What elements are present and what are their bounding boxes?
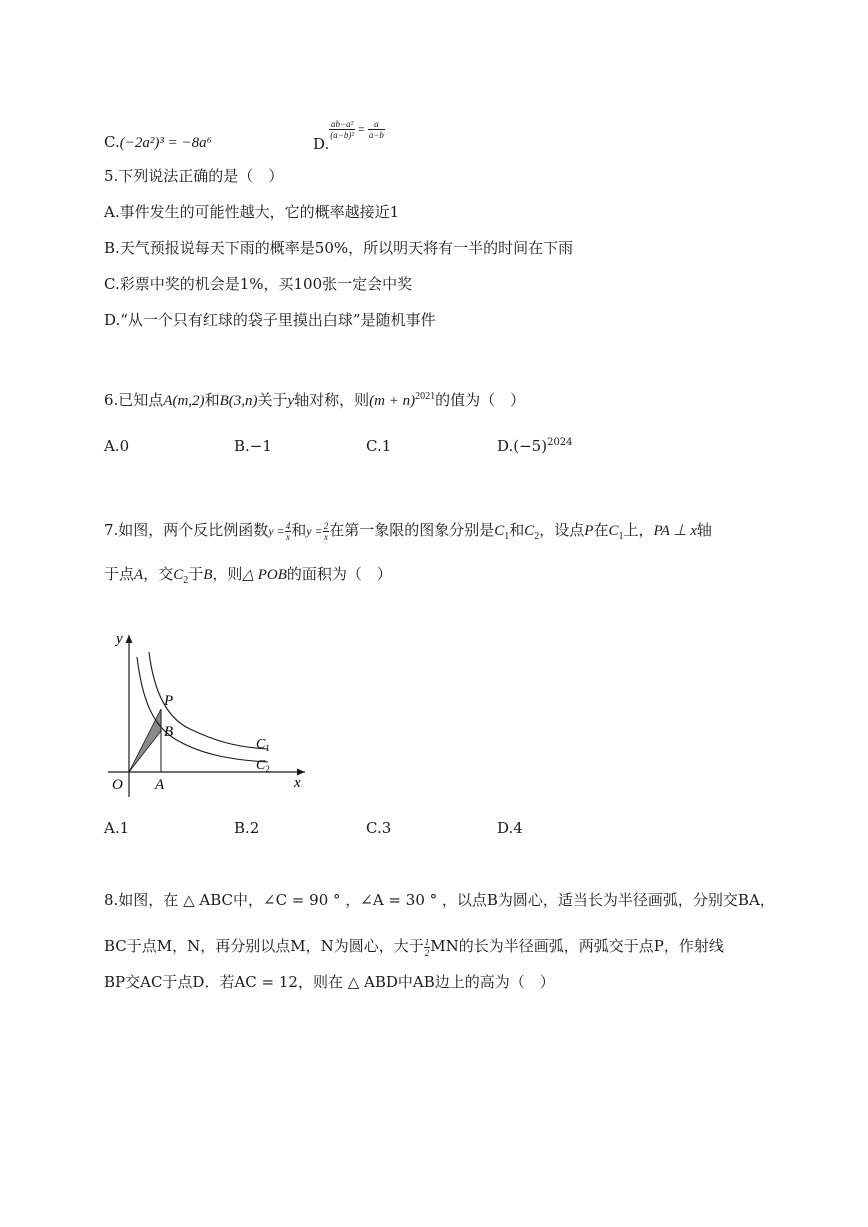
q7-f2-lhs: y = bbox=[306, 524, 323, 538]
q4-option-d-lhs-fraction bbox=[329, 119, 355, 140]
q6-option-d-base: D.(−5) bbox=[497, 437, 548, 455]
q6-point-a: A(m,2) bbox=[163, 393, 205, 409]
q7-stem1-tail: 上， bbox=[623, 521, 654, 539]
q7-and: 和 bbox=[291, 521, 307, 539]
q7-axis-word: 轴 bbox=[696, 521, 712, 539]
q7-c1b-sub: 1 bbox=[618, 531, 624, 542]
label-p: P bbox=[164, 693, 174, 709]
label-a: A bbox=[155, 777, 165, 793]
q4-option-d-denominator: (a−b)² bbox=[330, 129, 355, 140]
q5-option-c: C.彩票中奖的机会是1%，买100张一定会中奖 bbox=[104, 275, 413, 293]
q7-stem2-tail: 的面积为（ ） bbox=[286, 565, 392, 583]
q7-c1b: C bbox=[608, 523, 619, 539]
q4-option-c-expr: (−2a²)³ = −8a⁶ bbox=[119, 135, 212, 151]
q6-expr: (m + n) bbox=[369, 393, 416, 409]
q5-option-b: B.天气预报说每天下雨的概率是50%，所以明天将有一半的时间在下雨 bbox=[104, 239, 574, 257]
q7-option-c: C.3 bbox=[366, 819, 392, 837]
q5-option-d: D.“从一个只有红球的袋子里摸出白球”是随机事件 bbox=[104, 311, 436, 329]
q7-stem1-mid: 在第一象限的图象分别是 bbox=[329, 521, 495, 539]
q4-option-d: D. $\frac{\text{ab−a²}}{\text{(a−b)²}}$ = $\frac{a}{a-b}$ bbox=[313, 118, 384, 153]
label-c1: $C_1$ bbox=[256, 737, 270, 753]
q6-point-b: B(3,n) bbox=[219, 393, 258, 409]
q6-stem bbox=[104, 390, 525, 411]
q7-stem1-mid2: ，设点 bbox=[539, 521, 585, 539]
q8-line2-post: MN的长为半径画弧，两弧交于点P，作射线 bbox=[430, 937, 724, 955]
q7-stem2-mid: ，交 bbox=[143, 565, 174, 583]
q7-stem2-pre: 于点 bbox=[104, 565, 135, 583]
q7-p: P bbox=[584, 523, 594, 539]
q7-c2b: C bbox=[173, 567, 184, 583]
q7-triangle: △ POB bbox=[242, 567, 287, 583]
q7-pa: PA ⊥ x bbox=[653, 523, 697, 539]
q7-and2: 和 bbox=[509, 521, 525, 539]
q4-option-d-rhs-numerator: a bbox=[368, 119, 385, 130]
q8-line3: BP交AC于点D．若AC = 12，则在 △ ABD中AB边上的高为（ ） bbox=[104, 973, 555, 991]
q5-option-a: A.事件发生的可能性越大，它的概率越接近1 bbox=[104, 203, 400, 221]
triangle-pob bbox=[129, 709, 161, 772]
q7-stem-line1 bbox=[104, 520, 712, 542]
q8-half-denominator: 2 bbox=[424, 947, 430, 958]
q7-option-d: D.4 bbox=[497, 819, 523, 837]
q6-option-b: B.−1 bbox=[234, 437, 272, 455]
label-x: x bbox=[294, 775, 301, 791]
q7-c2-sub: 2 bbox=[534, 531, 540, 542]
y-axis-arrow bbox=[126, 635, 133, 643]
q7-f1-numerator: 4 bbox=[285, 520, 291, 531]
q7-stem2-mid3: ，则 bbox=[212, 565, 243, 583]
q6-mid2: 轴对称，则 bbox=[294, 391, 370, 409]
q7-c2b-sub: 2 bbox=[183, 575, 189, 586]
q7-f2-denominator: x bbox=[323, 531, 328, 542]
q6-tail: 的值为（ ） bbox=[435, 391, 526, 409]
q8-line1: 8.如图，在 △ ABC中，∠C = 90 ° ，∠A = 30 ° ，以点B为圆心，适当长为半径画弧，分别交BA， bbox=[104, 891, 775, 909]
q7-stem-line2 bbox=[104, 564, 392, 585]
q4-option-d-rhs-fraction bbox=[368, 119, 385, 140]
q8-line2 bbox=[104, 936, 724, 958]
q7-b: B bbox=[203, 567, 213, 583]
q7-f2-numerator: 2 bbox=[323, 520, 329, 531]
q4-option-c-label: C. bbox=[104, 133, 120, 151]
q8-half-numerator: 1 bbox=[424, 936, 430, 947]
q6-stem-pre: 6.已知点 bbox=[104, 391, 164, 409]
q7-a: A bbox=[134, 567, 144, 583]
q7-option-a: A.1 bbox=[104, 819, 130, 837]
q6-option-d-exponent: 2024 bbox=[547, 437, 573, 448]
q7-figure bbox=[100, 625, 320, 800]
q6-exponent: 2021 bbox=[415, 391, 436, 402]
curve-c2 bbox=[137, 657, 268, 762]
q6-axis: y bbox=[287, 393, 295, 409]
q6-option-c: C.1 bbox=[366, 437, 392, 455]
q4-option-c bbox=[104, 132, 212, 153]
q7-f1-lhs: y = bbox=[268, 524, 285, 538]
q7-option-b: B.2 bbox=[234, 819, 260, 837]
q6-and: 和 bbox=[204, 391, 220, 409]
label-c2: $C_2$ bbox=[256, 758, 270, 774]
q7-on: 在 bbox=[593, 521, 609, 539]
q7-f1-denominator: x bbox=[286, 531, 291, 542]
q7-stem2-mid2: 于 bbox=[188, 565, 204, 583]
q4-option-d-rhs-denominator: a−b bbox=[368, 129, 384, 140]
label-b: B bbox=[164, 724, 174, 740]
q7-c1-sub: 1 bbox=[504, 531, 510, 542]
q5-stem: 5.下列说法正确的是（ ） bbox=[104, 167, 284, 185]
q4-option-d-label: D. bbox=[313, 135, 330, 153]
q7-c1: C bbox=[494, 523, 505, 539]
q8-line2-pre: BC于点M，N，再分别以点M，N为圆心，大于 bbox=[104, 937, 424, 955]
label-y: y bbox=[116, 631, 123, 647]
q6-option-a: A.0 bbox=[104, 437, 130, 455]
q7-stem1-pre: 7.如图，两个反比例函数 bbox=[104, 521, 269, 539]
q4-option-d-numerator: ab−a² bbox=[331, 118, 354, 129]
q6-mid: 关于 bbox=[257, 391, 288, 409]
q7-c2: C bbox=[524, 523, 535, 539]
label-o: O bbox=[112, 777, 123, 793]
q6-option-d bbox=[497, 436, 573, 456]
